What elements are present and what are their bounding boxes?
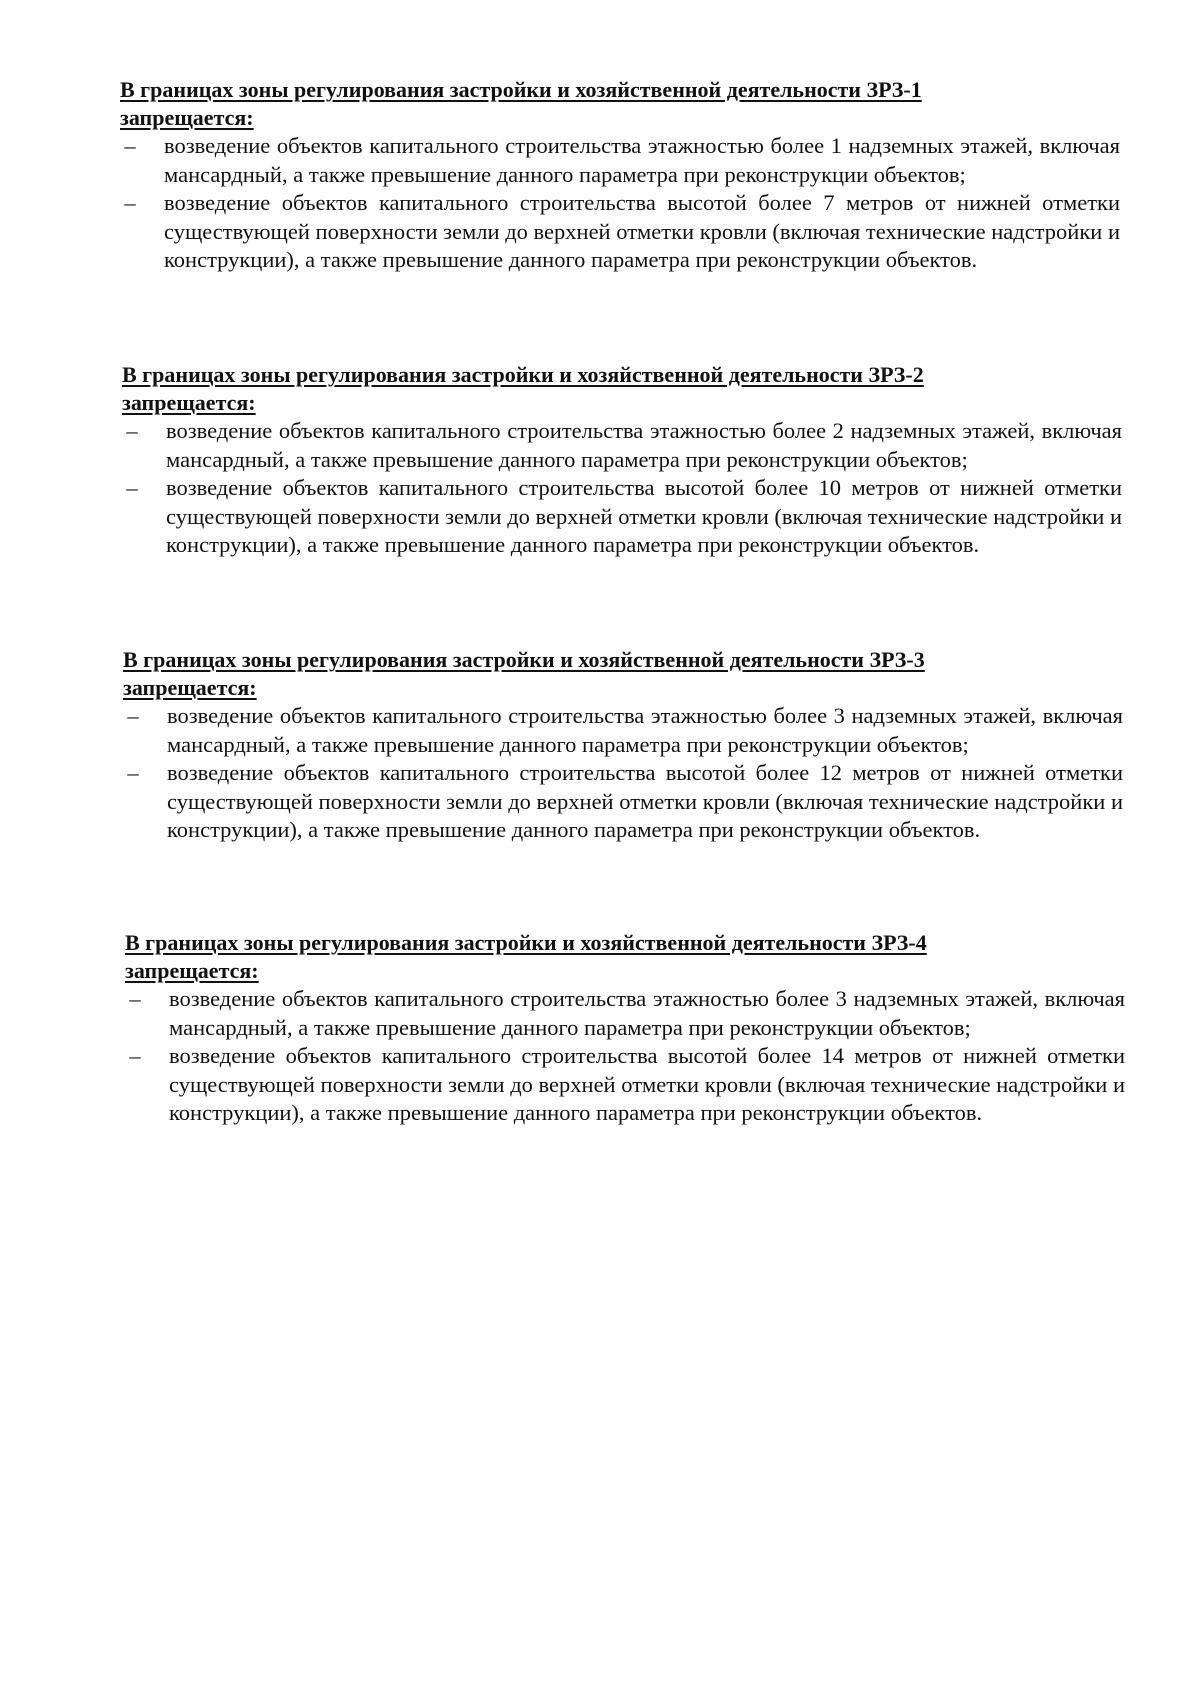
prohibition-list — [125, 985, 1125, 1128]
zone-section-zrz-3 — [123, 646, 1123, 845]
dash-bullet: – — [126, 475, 138, 501]
zone-section-zrz-4 — [125, 929, 1125, 1128]
list-item-text: возведение объектов капитального строительства высотой более 10 метров от нижней отметки существующей поверхности земли до верхней отметки кровли (включая технические надстройки и конструкции), а также превышение данного параметра при реконструкции объектов. — [166, 475, 1122, 558]
dash-bullet: – — [124, 190, 136, 216]
list-item-text: возведение объектов капитального строительства этажностью более 3 надземных этажей, включая мансардный, а также превышение данного параметра при реконструкции объектов; — [167, 703, 1123, 757]
list-item-text: возведение объектов капитального строительства этажностью более 2 надземных этажей, включая мансардный, а также превышение данного параметра при реконструкции объектов; — [166, 418, 1122, 472]
list-item — [122, 417, 1122, 474]
list-item-text: возведение объектов капитального строительства высотой более 7 метров от нижней отметки существующей поверхности земли до верхней отметки кровли (включая технические надстройки и конструкции), а также превышение данного параметра при реконструкции объектов. — [164, 190, 1120, 273]
zone-heading: В границах зоны регулирования застройки и хозяйственной деятельности ЗРЗ-3 — [123, 647, 925, 672]
list-item — [125, 985, 1125, 1042]
list-item — [123, 759, 1123, 845]
list-item — [125, 1042, 1125, 1128]
dash-bullet: – — [129, 1043, 141, 1069]
list-item-text: возведение объектов капитального строительства этажностью более 1 надземных этажей, включая мансардный, а также превышение данного параметра при реконструкции объектов; — [164, 133, 1120, 187]
list-item-text: возведение объектов капитального строительства этажностью более 3 надземных этажей, включая мансардный, а также превышение данного параметра при реконструкции объектов; — [169, 986, 1125, 1040]
zone-section-zrz-1 — [120, 76, 1120, 275]
list-item-text: возведение объектов капитального строительства высотой более 14 метров от нижней отметки существующей поверхности земли до верхней отметки кровли (включая технические надстройки и конструкции), а также превышение данного параметра при реконструкции объектов. — [169, 1043, 1125, 1126]
list-item — [122, 474, 1122, 560]
dash-bullet: – — [126, 418, 138, 443]
list-item — [123, 702, 1123, 759]
zone-heading: В границах зоны регулирования застройки и хозяйственной деятельности ЗРЗ-1 — [120, 77, 922, 102]
zone-section-zrz-2 — [122, 361, 1122, 560]
dash-bullet: – — [127, 760, 139, 786]
zone-subheading: запрещается: — [122, 390, 256, 415]
prohibition-list — [122, 417, 1122, 560]
list-item — [120, 132, 1120, 189]
zone-subheading: запрещается: — [120, 105, 254, 130]
zone-heading: В границах зоны регулирования застройки и хозяйственной деятельности ЗРЗ-4 — [125, 930, 927, 955]
list-item-text: возведение объектов капитального строительства высотой более 12 метров от нижней отметки существующей поверхности земли до верхней отметки кровли (включая технические надстройки и конструкции), а также превышение данного параметра при реконструкции объектов. — [167, 760, 1123, 843]
prohibition-list — [123, 702, 1123, 845]
dash-bullet: – — [129, 986, 141, 1011]
prohibition-list — [120, 132, 1120, 275]
zone-subheading: запрещается: — [123, 675, 257, 700]
dash-bullet: – — [124, 133, 136, 158]
dash-bullet: – — [127, 703, 139, 728]
zone-heading: В границах зоны регулирования застройки и хозяйственной деятельности ЗРЗ-2 — [122, 362, 924, 387]
list-item — [120, 189, 1120, 275]
zone-subheading: запрещается: — [125, 958, 259, 983]
